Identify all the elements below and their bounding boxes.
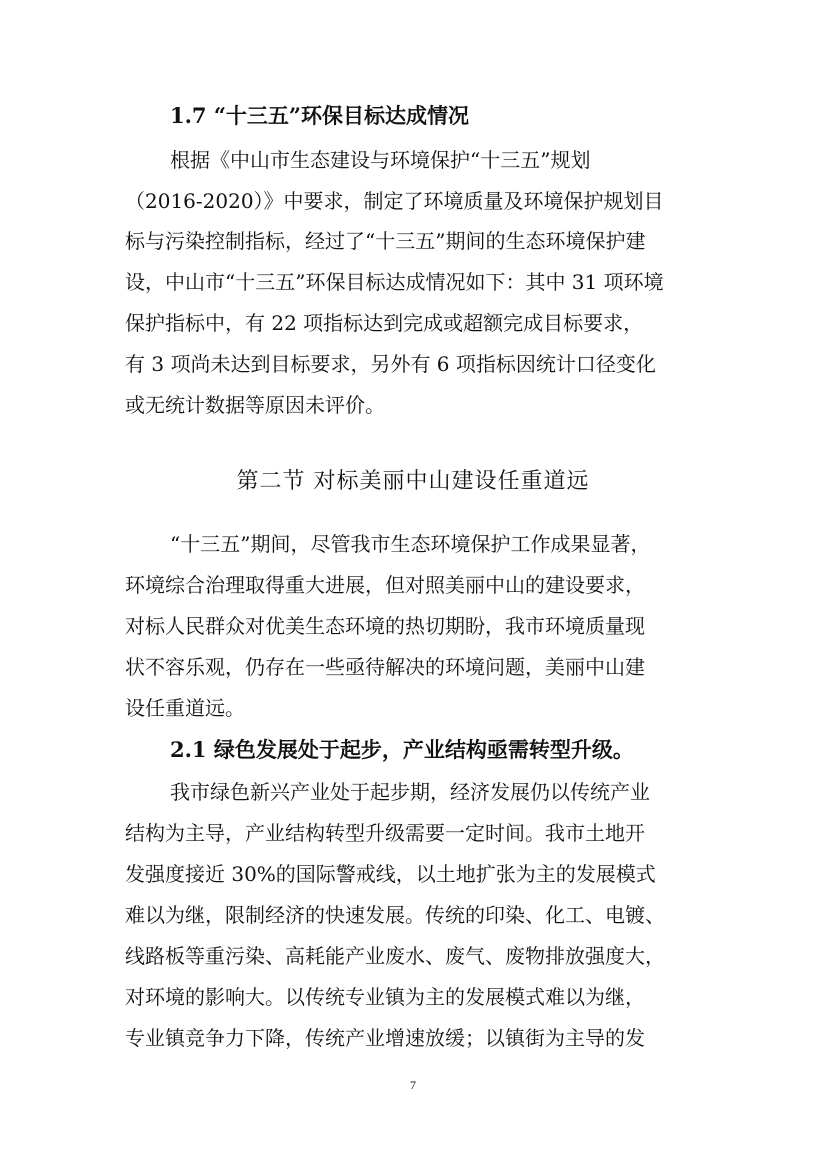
paragraph-line: 发强度接近 30%的国际警戒线，以土地扩张为主的发展模式: [125, 862, 656, 886]
paragraph-line: 根据《中山市生态建设与环境保护“十三五”规划: [170, 148, 591, 172]
paragraph-line: 难以为继，限制经济的快速发展。传统的印染、化工、电镀、: [125, 903, 665, 927]
paragraph-line: （2016-2020）》中要求，制定了环境质量及环境保护规划目: [125, 189, 664, 213]
paragraph-line: 保护指标中，有 22 项指标达到完成或超额完成目标要求，: [125, 311, 644, 335]
paragraph-line: 对环境的影响大。以传统专业镇为主的发展模式难以为继，: [125, 985, 645, 1009]
paragraph-line: 状不容乐观，仍存在一些亟待解决的环境问题，美丽中山建: [125, 655, 645, 679]
paragraph-line: 线路板等重污染、高耗能产业废水、废气、废物排放强度大，: [125, 944, 665, 968]
paragraph-line: 标与污染控制指标，经过了“十三五”期间的生态环境保护建: [125, 229, 646, 253]
paragraph-line: 结构为主导，产业结构转型升级需要一定时间。我市土地开: [125, 821, 645, 845]
section-1-7-heading: 1.7 “十三五”环保目标达成情况: [170, 103, 470, 128]
section-2-1-heading: 2.1 绿色发展处于起步，产业结构亟需转型升级。: [170, 737, 634, 762]
paragraph-line: 设任重道远。: [125, 696, 245, 720]
paragraph-line: 对标人民群众对优美生态环境的热切期盼，我市环境质量现: [125, 614, 645, 638]
page-number: 7: [410, 1078, 416, 1092]
paragraph-line: “十三五”期间，尽管我市生态环境保护工作成果显著，: [170, 532, 651, 556]
paragraph-line: 或无统计数据等原因未评价。: [125, 393, 385, 417]
paragraph-line: 设，中山市“十三五”环保目标达成情况如下：其中 31 项环境: [125, 270, 664, 294]
section-2-heading: 第二节 对标美丽中山建设任重道远: [236, 469, 590, 494]
paragraph-line: 专业镇竞争力下降，传统产业增速放缓；以镇街为主导的发: [125, 1026, 645, 1050]
paragraph-line: 环境综合治理取得重大进展，但对照美丽中山的建设要求，: [125, 573, 645, 597]
paragraph-line: 我市绿色新兴产业处于起步期，经济发展仍以传统产业: [170, 780, 650, 804]
paragraph-line: 有 3 项尚未达到目标要求，另外有 6 项指标因统计口径变化: [125, 352, 656, 376]
